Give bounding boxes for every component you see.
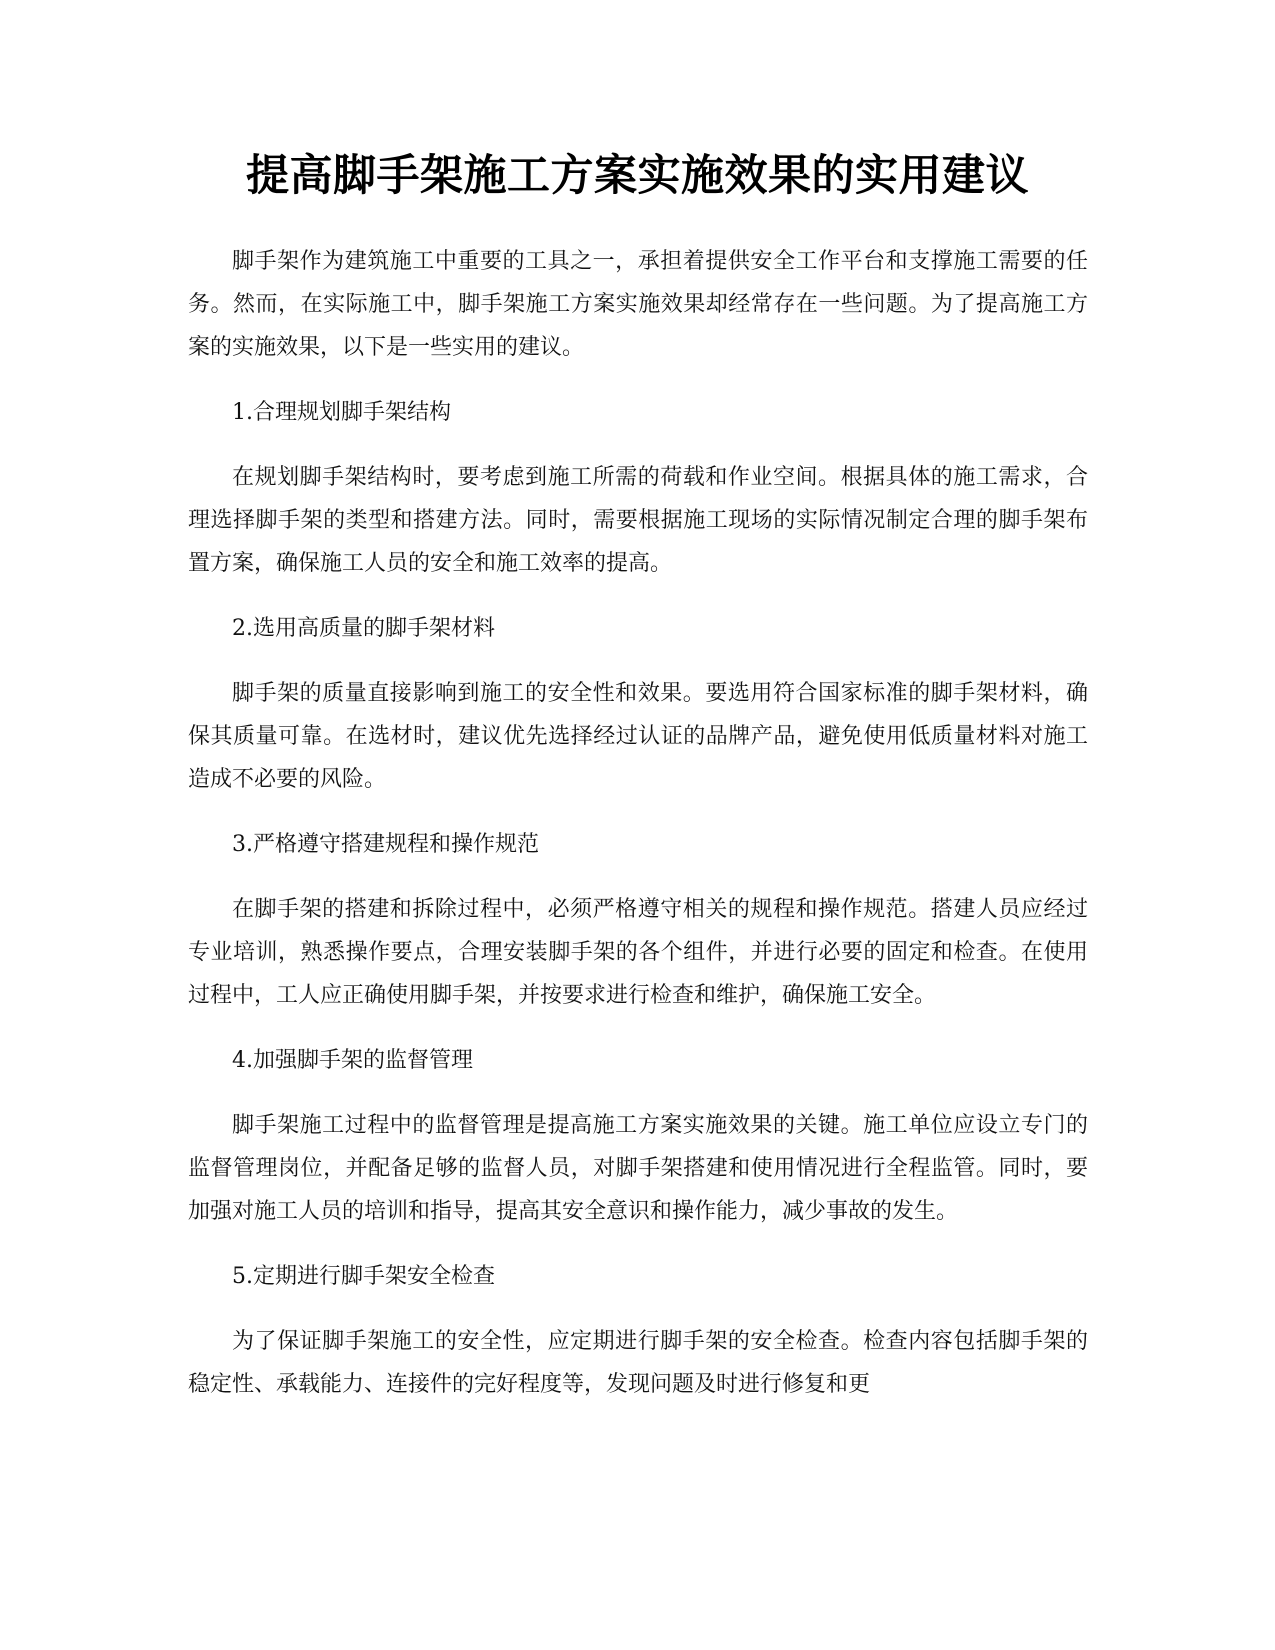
section-5-paragraph: 为了保证脚手架施工的安全性，应定期进行脚手架的安全检查。检查内容包括脚手架的稳定性、承载能力、连接件的完好程度等，发现问题及时进行修复和更 [188,1329,1088,1397]
section-2-heading: 2.选用高质量的脚手架材料 [232,616,495,641]
section-2-paragraph: 脚手架的质量直接影响到施工的安全性和效果。要选用符合国家标准的脚手架材料，确保其质量可靠。在选材时，建议优先选择经过认证的品牌产品，避免使用低质量材料对施工造成不必要的风险。 [188,681,1088,792]
section-5-heading: 5.定期进行脚手架安全检查 [232,1264,495,1289]
section-4-heading: 4.加强脚手架的监督管理 [232,1048,473,1073]
section-1-heading: 1.合理规划脚手架结构 [232,400,451,425]
document-title: 提高脚手架施工方案实施效果的实用建议 [246,151,1029,201]
section-3-heading: 3.严格遵守搭建规程和操作规范 [232,832,539,857]
document-body [188,240,1088,1428]
section-4-paragraph: 脚手架施工过程中的监督管理是提高施工方案实施效果的关键。施工单位应设立专门的监督管理岗位，并配备足够的监督人员，对脚手架搭建和使用情况进行全程监管。同时，要加强对施工人员的培训和指导，提高其安全意识和操作能力，减少事故的发生。 [188,1113,1088,1224]
intro-paragraph: 脚手架作为建筑施工中重要的工具之一，承担着提供安全工作平台和支撑施工需要的任务。然而，在实际施工中，脚手架施工方案实施效果却经常存在一些问题。为了提高施工方案的实施效果，以下是一些实用的建议。 [188,249,1088,360]
section-1-paragraph: 在规划脚手架结构时，要考虑到施工所需的荷载和作业空间。根据具体的施工需求，合理选择脚手架的类型和搭建方法。同时，需要根据施工现场的实际情况制定合理的脚手架布置方案，确保施工人员的安全和施工效率的提高。 [188,465,1088,576]
section-3-paragraph: 在脚手架的搭建和拆除过程中，必须严格遵守相关的规程和操作规范。搭建人员应经过专业培训，熟悉操作要点，合理安装脚手架的各个组件，并进行必要的固定和检查。在使用过程中，工人应正确使用脚手架，并按要求进行检查和维护，确保施工安全。 [188,897,1088,1008]
